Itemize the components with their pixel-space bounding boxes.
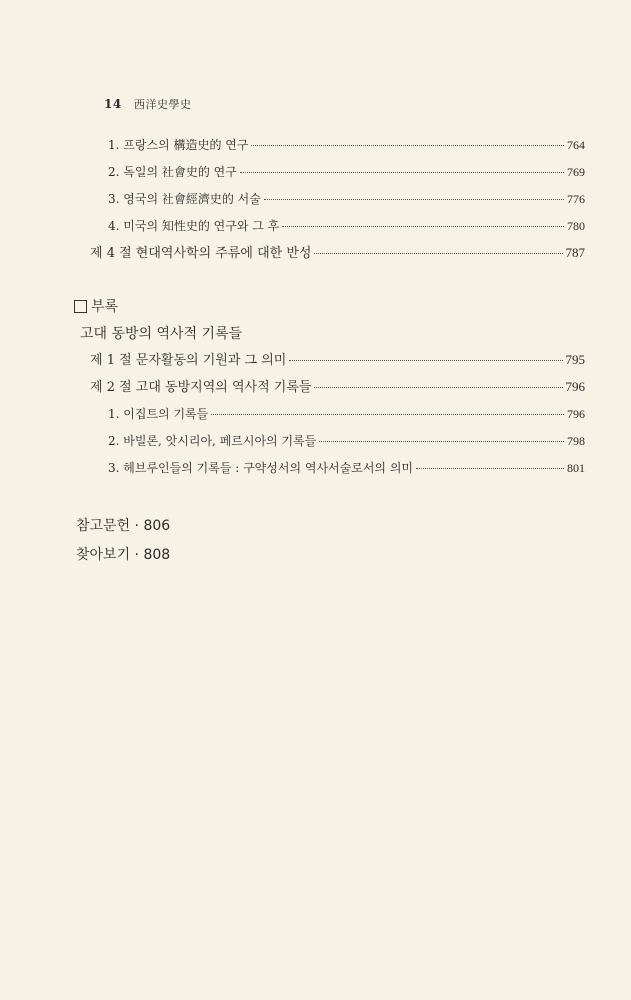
toc-entry-page: 780 [567, 219, 585, 233]
dot-leader [240, 172, 564, 173]
book-title: 西洋史學史 [134, 98, 192, 111]
toc-section-entry [90, 245, 585, 262]
toc-section-entry [90, 379, 585, 396]
toc-entry-page: 798 [567, 434, 585, 448]
toc-entry-label: 1. 프랑스의 構造史的 연구 [108, 138, 249, 152]
toc-entry [108, 191, 585, 207]
toc-entry-label: 제 4 절 현대역사학의 주류에 대한 반성 [90, 246, 312, 261]
toc-entry [108, 460, 585, 476]
toc-entry-page: 764 [567, 138, 585, 152]
toc-entry-label: 3. 헤브루인들의 기록들 : 구약성서의 역사서술로서의 의미 [108, 461, 413, 475]
toc-entry-page: 796 [567, 407, 585, 421]
appendix-title: 고대 동방의 역사적 기록들 [80, 326, 243, 342]
dot-leader [416, 468, 564, 469]
toc-entry-label: 제 1 절 문자활동의 기원과 그 의미 [90, 353, 287, 368]
toc-entry-label: 2. 독일의 社會史的 연구 [108, 165, 237, 179]
dot-leader [289, 360, 562, 361]
page-number: 14 [104, 97, 122, 111]
toc-entry-label: 1. 이집트의 기록들 [108, 407, 209, 421]
dot-leader [282, 226, 564, 227]
running-header [104, 96, 192, 112]
square-box-icon [74, 300, 87, 313]
toc-entry-label: 2. 바빌론, 앗시리아, 페르시아의 기록들 [108, 434, 317, 448]
appendix-heading [74, 296, 118, 316]
dot-leader [314, 387, 562, 388]
toc-entry [108, 164, 585, 180]
toc-section-entry [90, 352, 585, 369]
toc-entry-page: 795 [565, 352, 585, 367]
index-entry: 찾아보기 · 808 [76, 547, 171, 563]
dot-leader [251, 145, 564, 146]
toc-entry [108, 406, 585, 422]
dot-leader [319, 441, 564, 442]
toc-entry [108, 433, 585, 449]
toc-entry-page: 787 [565, 245, 585, 260]
toc-entry-label: 3. 영국의 社會經濟史的 서술 [108, 192, 261, 206]
toc-entry-label: 제 2 절 고대 동방지역의 역사적 기록들 [90, 380, 312, 395]
toc-entry-page: 796 [565, 379, 585, 394]
toc-entry-page: 776 [567, 192, 585, 206]
toc-entry-label: 4. 미국의 知性史的 연구와 그 후 [108, 219, 280, 233]
toc-entry [108, 137, 585, 153]
dot-leader [314, 253, 562, 254]
toc-entry-page: 769 [567, 165, 585, 179]
references-entry: 참고문헌 · 806 [76, 518, 171, 534]
appendix-heading-label: 부록 [91, 299, 119, 315]
dot-leader [264, 199, 564, 200]
toc-entry [108, 218, 585, 234]
dot-leader [211, 414, 564, 415]
toc-entry-page: 801 [567, 461, 585, 475]
